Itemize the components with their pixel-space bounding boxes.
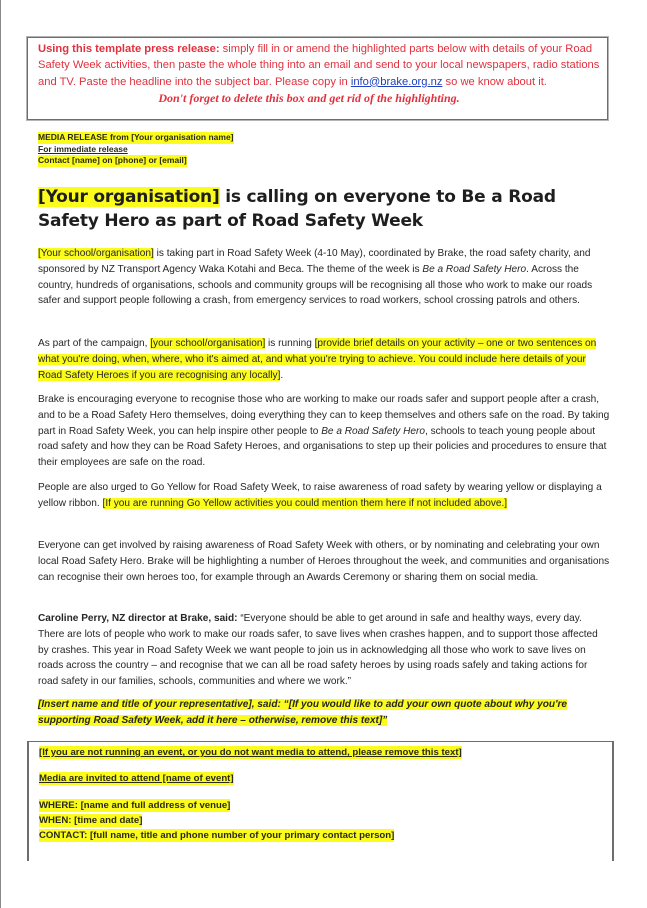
paragraph-text: is running	[265, 338, 315, 349]
paragraph-text: , schools to teach young people about road safety and how they can be Road Safety Heroes, and organisations to step up their policies and procedures to ensure that their employees are safe on the road.	[38, 425, 607, 469]
instructions-box	[27, 37, 608, 120]
paragraph-text: is taking part in Road Safety Week (4-10 May), coordinated by Brake, the road safety charity, and sponsored by NZ Transport Agency Waka Kotahi and Beca. The theme of the week is	[38, 248, 591, 275]
paragraph-text: People are also urged to Go Yellow for Road Safety Week, to raise awareness of road safety by wearing yellow or displaying a yellow ribbon.	[38, 482, 602, 509]
event-when: WHEN: [time and date]	[39, 815, 143, 826]
paragraph-quote	[38, 611, 610, 690]
school-placeholder: [Your school/organisation]	[38, 248, 154, 259]
paragraph-text: Everyone can get involved by raising awareness of Road Safety Week with others, or by nominating and celebrating your own local Road Safety Hero. Brake will be highlighting a number of Heroes throughout the week, and communities and organisations can recognise their own heroes too, for example through an Awards Ceremony or sharing them on social media.	[38, 540, 610, 583]
paragraph-representative	[38, 697, 610, 729]
instructions-text: simply fill in or amend the highlighted parts below with details of your Road Safety Week activities, then paste the whole thing into an email and send to your local newspapers, radio stations and TV. Paste the headline into the subject bar. Please copy in	[38, 43, 600, 88]
paragraph-go-yellow	[38, 480, 610, 512]
event-where: WHERE: [name and full address of venue]	[39, 800, 231, 811]
speaker-name: Caroline Perry, NZ director at Brake, said:	[38, 613, 238, 624]
quote-text: “Everyone should be able to get around in safe and healthy ways, every day. There are lots of people who work to make our roads safer, to save lives when crashes happen, and to support those affected by crashes. This year in Road Safety Week we want people to join us in acknowledging all those who work to save lives on roads across the country – and recognise that we can all be road safety heroes by using roads safely and taking actions for road safety in our families, schools, communities and where we work.”	[38, 613, 598, 688]
release-meta	[38, 132, 234, 167]
paragraph-brake	[38, 392, 610, 471]
headline-placeholder: [Your organisation]	[38, 187, 220, 207]
page-left-edge	[0, 0, 1, 908]
event-contact: CONTACT: [full name, title and phone number of your primary contact person]	[39, 830, 395, 841]
headline-text: is calling on everyone to Be a Road Safety Hero as part of Road Safety Week	[38, 187, 556, 231]
paragraph-text: . Across the country, hundreds of organisations, schools and community groups will be recognising all those who work to make our roads safer and support people following a crash, from emergency services to road workers, school crossing patrols and others.	[38, 263, 593, 307]
media-release-line: MEDIA RELEASE from [Your organisation name]	[38, 132, 234, 142]
theme-text: Be a Road Safety Hero	[422, 263, 527, 275]
delete-box-reminder: Don't forget to delete this box and get rid of the highlighting.	[158, 90, 460, 105]
representative-placeholder: [Insert name and title of your representative], said: “[If you would like to add your own quote about why you're supporting Road Safety Week, add it here – otherwise, remove this text]”	[38, 699, 568, 726]
paragraph-intro	[38, 246, 610, 309]
school-placeholder: [your school/organisation]	[150, 338, 266, 349]
activity-placeholder: [provide brief details on your activity – one or two sentences on what you're doing, when, where, who it's aimed at, and what you're trying to achieve. You could include here details of your Road Safety Heroes if you are recognising any locally]	[38, 338, 597, 381]
immediate-release-line: For immediate release	[38, 143, 128, 154]
event-note: [If you are not running an event, or you do not want media to attend, please remove this text]	[39, 747, 462, 758]
headline	[38, 185, 618, 233]
go-yellow-placeholder: [If you are running Go Yellow activities you could mention them here if not included above.]	[102, 497, 508, 509]
paragraph-get-involved	[38, 538, 610, 585]
contact-line: Contact [name] on [phone] or [email]	[38, 155, 187, 165]
event-box	[27, 741, 614, 861]
instructions-text-end: so we know about it.	[442, 75, 547, 88]
email-link[interactable]: info@brake.org.nz	[350, 75, 443, 88]
instructions-lead: Using this template press release:	[38, 43, 220, 55]
theme-text: Be a Road Safety Hero	[321, 425, 425, 437]
event-invite: Media are invited to attend [name of event]	[39, 773, 234, 784]
paragraph-text: As part of the campaign,	[38, 338, 151, 349]
paragraph-text: Brake is encouraging everyone to recognise those who are working to make our roads safer and support people after a crash, and to be a Road Safety Hero themselves, doing everything they can to keep themselves and others safe on the road. By taking part in Road Safety Week, you can help inspire other people to	[38, 394, 610, 437]
paragraph-campaign	[38, 336, 610, 383]
paragraph-text: .	[280, 369, 284, 381]
